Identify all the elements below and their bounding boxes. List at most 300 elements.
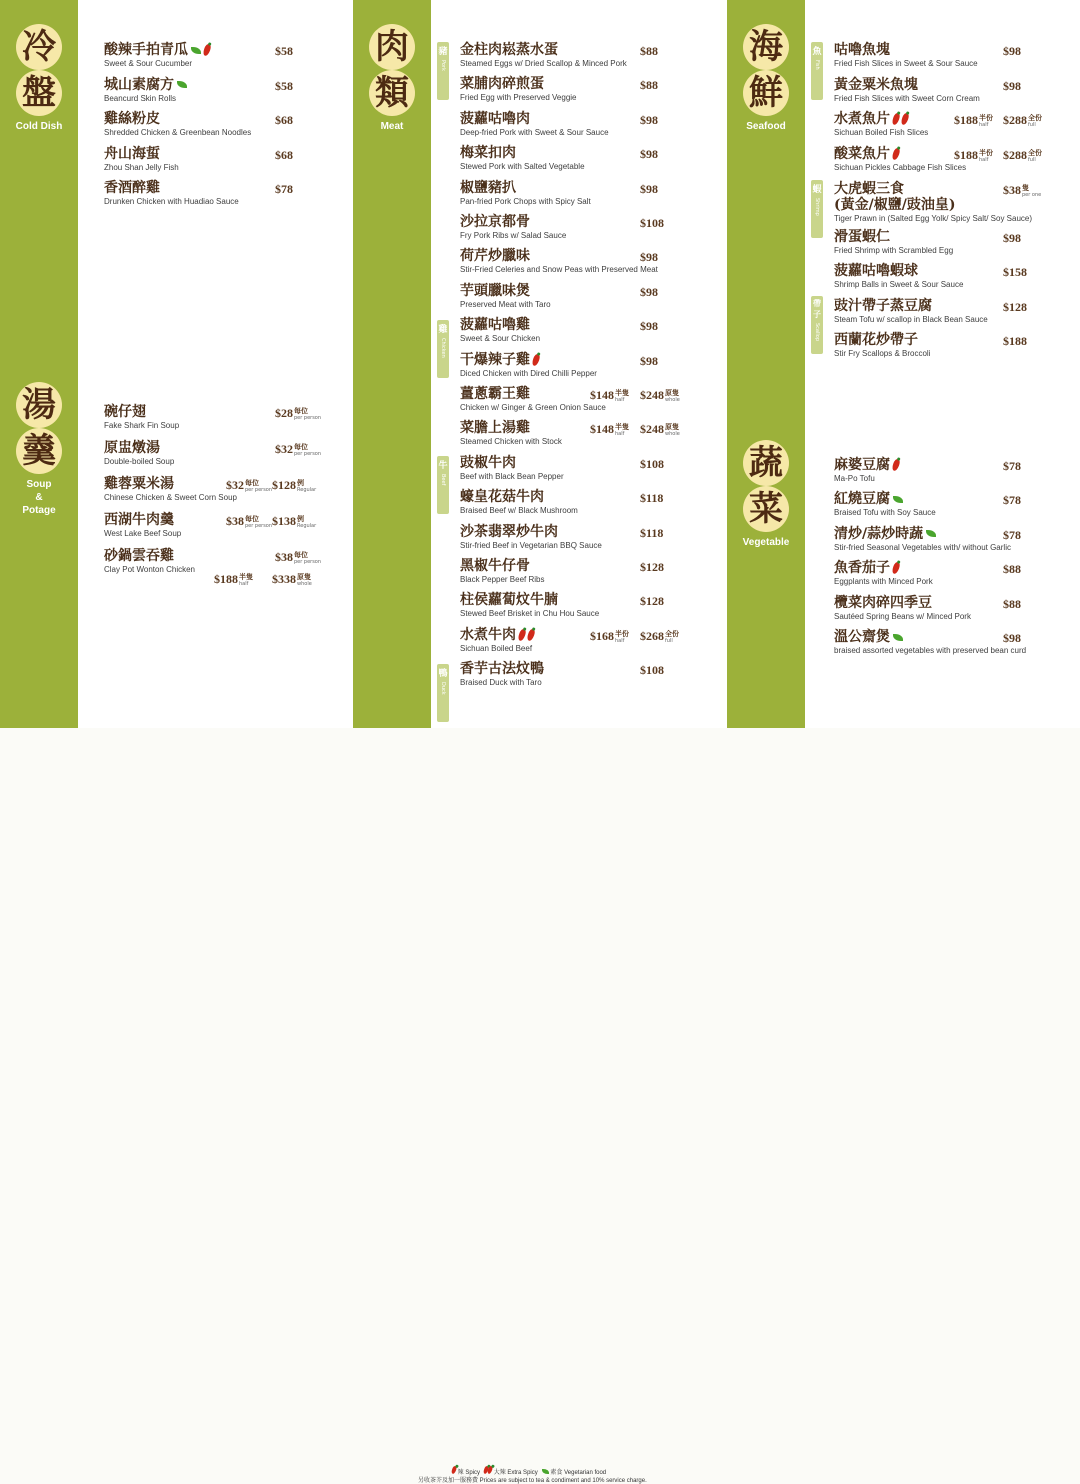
leaf-icon (177, 81, 187, 88)
price-unit-zh: 半隻 (615, 389, 629, 397)
dish-name-en: Chinese Chicken & Sweet Corn Soup (104, 493, 237, 502)
dish-price: $108 (640, 216, 664, 230)
chili-icon (526, 628, 536, 641)
dish-name-zh-text: 咕嚕魚塊 (834, 42, 890, 58)
dish-name-en: Sichuan Boiled Beef (460, 643, 533, 653)
dish-name-zh-text: 麻婆豆腐 (834, 457, 890, 473)
category-seafood-label: Seafood (746, 121, 786, 132)
dish-name-zh-text: 菜脯肉碎煎蛋 (460, 76, 544, 93)
tab-shrimp (811, 180, 823, 238)
price-unit-zh: 每位 (294, 443, 308, 451)
menu-item (460, 420, 702, 454)
menu-item (104, 180, 337, 214)
price-option (1003, 148, 1042, 163)
dish-name-en: Fake Shark Fin Soup (104, 421, 180, 430)
tab-beef (437, 456, 449, 514)
dish-price: $68 (275, 147, 293, 162)
price-option (272, 572, 312, 587)
legend-extra-spicy-en: Extra Spicy (507, 1470, 538, 1476)
category-soup-label-3: Potage (22, 505, 56, 516)
dish-price: $78 (1003, 459, 1021, 473)
dish-name-zh-text: 薑蔥霸王雞 (460, 386, 530, 402)
dish-name-zh-text: 香芋古法炆鴨 (460, 661, 544, 678)
price-unit-zh: 每位 (294, 407, 308, 415)
dish-name-zh (104, 111, 160, 127)
dish-name-en: Deep-fried Pork with Sweet & Sour Sauce (460, 127, 609, 137)
price-value: $38 (226, 514, 244, 528)
price-option (590, 388, 629, 403)
dish-name-zh (460, 627, 534, 643)
dish-name-en: Ma-Po Tofu (834, 474, 875, 483)
tab-duck (437, 664, 449, 722)
tab-shrimp-zh: 蝦 (812, 185, 822, 195)
dish-price: $98 (640, 112, 658, 127)
dish-name-zh (460, 352, 539, 368)
price-value: $168 (590, 628, 614, 643)
dish-name-en: Clay Pot Wonton Chicken (104, 565, 196, 574)
price-unit (1022, 184, 1041, 198)
dish-name-en: Pan-fried Pork Chops with Spicy Salt (460, 196, 591, 206)
dish-name-zh (834, 111, 908, 127)
category-vegetable-char-2: 菜 (743, 486, 789, 532)
menu-item (460, 661, 702, 695)
dish-name-zh (460, 420, 530, 436)
price-option (954, 113, 993, 128)
dish-name-en: Fried Fish Slices with Sweet Corn Cream (834, 94, 980, 103)
legend-extra-spicy-zh: 大辣 (493, 1470, 506, 1476)
price-unit (245, 479, 272, 493)
price-unit (294, 551, 321, 565)
price-unit-en: per one (1022, 192, 1042, 198)
dish-name-zh (460, 455, 516, 471)
price-unit-en: whole (297, 581, 312, 587)
dish-name-zh-text: 水煮魚片 (834, 111, 890, 127)
price-value: $268 (640, 628, 664, 643)
price-unit (979, 114, 993, 128)
dish-name-en: Drunken Chicken with Huadiao Sauce (104, 197, 239, 206)
price-option (275, 406, 321, 421)
menu-item (460, 317, 702, 351)
price-value: $288 (1003, 113, 1027, 127)
footer (0, 728, 1080, 1484)
dish-name-en: Tiger Prawn in (Salted Egg Yolk/ Spicy Salt/ Soy Sauce) (834, 214, 1033, 223)
dish-name-zh-text: 碗仔翅 (104, 404, 146, 420)
dish-name-zh-text: 梅菜扣肉 (460, 145, 516, 162)
category-seafood-char-1: 海 (743, 24, 789, 70)
chili-icon (891, 112, 901, 125)
legend-spicy-en: Spicy (465, 1470, 481, 1476)
price-unit (245, 515, 272, 529)
tab-chicken (437, 320, 449, 378)
price-option (226, 514, 272, 529)
leaf-icon (893, 496, 903, 503)
price-option (640, 388, 680, 403)
price-unit (294, 407, 321, 421)
category-cold-char-2: 盤 (16, 70, 62, 116)
dish-name-en: Braised Beef w/ Black Mushroom (460, 506, 578, 516)
price-unit (665, 423, 680, 437)
dish-name-zh (834, 629, 903, 645)
dish-price: $98 (1003, 44, 1021, 58)
menu-item (104, 404, 337, 438)
dish-price: $98 (640, 319, 658, 334)
dish-name-en: Beef with Black Bean Pepper (460, 471, 564, 481)
price-unit-zh: 例 (297, 479, 304, 487)
dish-name-en: Beancurd Skin Rolls (104, 93, 177, 103)
dish-price: $98 (1003, 231, 1021, 245)
menu-item (104, 548, 337, 587)
price-unit-en: full (1028, 157, 1036, 163)
dish-name-zh (104, 146, 160, 162)
chili-icon (891, 147, 901, 160)
price-unit-zh: 全份 (665, 629, 679, 638)
menu-item (460, 386, 702, 420)
price-value: $32 (226, 478, 244, 492)
dish-name-en: Sautéed Spring Beans w/ Minced Pork (834, 611, 971, 621)
dish-price: $98 (640, 284, 658, 299)
menu-item (834, 332, 1065, 366)
dish-name-zh-text: 沙茶翡翠炒牛肉 (460, 523, 558, 540)
tab-beef-zh: 牛 (438, 461, 448, 471)
price-option (226, 478, 272, 493)
price-unit-en: Regular (297, 523, 317, 529)
price-option (590, 422, 629, 437)
tab-chicken-zh: 雞 (438, 325, 448, 335)
menu-item (460, 180, 702, 214)
menu-item (834, 42, 1065, 76)
dish-price: $98 (640, 353, 658, 368)
price-value: $188 (954, 113, 978, 127)
dish-price: $68 (275, 113, 293, 127)
dish-name-zh (834, 77, 918, 93)
price-unit (1028, 114, 1042, 128)
leaf-icon (926, 530, 936, 537)
price-unit-en: half (615, 637, 625, 644)
price-unit-zh: 原隻 (665, 423, 679, 432)
dish-name-zh (460, 180, 516, 196)
menu-item (460, 524, 702, 558)
price-unit-en: whole (665, 397, 680, 403)
price-unit-en: per person (294, 451, 322, 457)
price-unit-en: whole (665, 431, 680, 438)
dish-price: $88 (640, 44, 658, 58)
price-value: $38 (275, 550, 293, 564)
dish-name-en: Fried Egg with Preserved Veggie (460, 93, 577, 103)
menu-item (834, 491, 1065, 525)
price-unit-zh: 原隻 (297, 573, 311, 581)
dish-name-zh-text: 豉椒牛肉 (460, 454, 516, 471)
dish-name-en: Double-boiled Soup (104, 457, 175, 466)
dish-name-zh-text: 酸辣手拍青瓜 (104, 42, 188, 58)
service-charge-note: 另收茶芥及加一服務費 Prices are subject to tea & condiment and 10% service charge. (418, 1478, 647, 1484)
dish-name-zh (460, 248, 530, 264)
menu-item (460, 248, 702, 282)
leaf-icon (542, 1469, 549, 1474)
menu-item (460, 145, 702, 179)
dish-name-zh-text: 原盅燉湯 (104, 440, 160, 456)
category-soup-char-1: 湯 (16, 382, 62, 428)
menu-item (834, 77, 1065, 111)
dish-price: $98 (1003, 631, 1021, 645)
dish-price: $88 (1003, 562, 1021, 577)
dish-name-zh-text: 水煮牛肉 (460, 626, 516, 643)
dish-price: $128 (640, 560, 664, 574)
price-unit-zh: 原隻 (665, 389, 679, 397)
dish-price: $188 (1003, 334, 1027, 348)
dish-name-zh-text: 砂鍋雲吞雞 (104, 548, 174, 564)
dish-name-zh (460, 214, 530, 230)
dish-name-zh-text: 雞蓉粟米湯 (104, 476, 174, 492)
dish-price: $58 (275, 78, 293, 93)
dish-price: $108 (640, 456, 664, 471)
dish-name-zh (460, 76, 544, 92)
dish-name-en: Shredded Chicken & Greenbean Noodles (104, 128, 252, 137)
dish-name-zh-text: 雞絲粉皮 (104, 111, 160, 127)
price-option (1003, 183, 1041, 198)
legend-vegetarian-en: Vegetarian food (564, 1469, 607, 1476)
category-seafood (733, 24, 799, 133)
menu-item (460, 283, 702, 317)
dish-name-zh-text: 干爆辣子雞 (460, 351, 530, 368)
dish-name-zh-text: 金柱肉崧蒸水蛋 (460, 42, 558, 58)
dish-name-zh-text: 滑蛋蝦仁 (834, 229, 890, 245)
dish-price: $98 (1003, 79, 1021, 93)
dish-name-zh-text: 豉汁帶子蒸豆腐 (834, 298, 932, 314)
dish-price: $78 (1003, 493, 1021, 508)
dish-name-zh (104, 77, 187, 93)
dish-name-zh-text: 香酒醉雞 (104, 180, 160, 196)
price-unit-en: per person (245, 487, 273, 493)
tab-pork-en: Pork (440, 60, 446, 71)
category-soup-label-2: & (35, 492, 43, 503)
dish-name-en: Fry Pork Ribs w/ Salad Sauce (460, 231, 567, 240)
price-value: $138 (272, 514, 296, 528)
menu-item (460, 42, 702, 76)
menu-item (460, 76, 702, 110)
dish-price: $88 (1003, 596, 1021, 611)
dish-name-zh-text: 沙拉京都骨 (460, 214, 530, 230)
tab-chicken-en: Chicken (440, 338, 446, 358)
legend-vegetarian-zh: 素食 (550, 1469, 563, 1476)
menu-item (104, 111, 337, 145)
price-unit (297, 573, 312, 587)
price-option (214, 572, 253, 587)
price-unit-en: full (665, 637, 673, 644)
dish-name-en: Fried Shrimp with Scrambled Egg (834, 246, 954, 255)
price-unit-en: half (979, 122, 989, 128)
dish-name-zh-text: 城山素腐方 (104, 76, 174, 93)
menu-item (834, 526, 1065, 560)
menu-item (834, 560, 1065, 594)
price-unit (979, 149, 993, 163)
price-unit-zh: 全份 (1028, 149, 1042, 157)
leaf-icon (893, 634, 903, 641)
tab-beef-en: Beef (440, 474, 446, 486)
dish-name-zh (104, 548, 174, 564)
dish-name-zh (460, 592, 558, 608)
dish-name-en: Black Pepper Beef Ribs (460, 575, 545, 584)
dish-name-zh (460, 661, 544, 677)
dish-name-en: Steam Tofu w/ scallop in Black Bean Sauce (834, 315, 988, 324)
menu-item (834, 457, 1065, 491)
dish-price: $98 (640, 181, 658, 196)
dish-name-zh (834, 298, 932, 314)
dish-name-zh-text: 椒鹽豬扒 (460, 179, 516, 196)
menu-item (104, 440, 337, 474)
dish-name-zh (834, 332, 918, 348)
dish-name-zh-text: 欖菜肉碎四季豆 (834, 594, 932, 611)
dish-name-zh (104, 440, 160, 456)
menu-item (460, 627, 702, 661)
menu-item (460, 558, 702, 592)
dish-name-en: Stewed Beef Brisket in Chu Hou Sauce (460, 609, 600, 619)
dish-price: $128 (640, 594, 664, 609)
dish-name-zh (834, 526, 936, 542)
chili-icon (900, 112, 910, 125)
dish-name-zh-text: 酸菜魚片 (834, 146, 890, 162)
price-unit-zh: 每位 (245, 515, 259, 523)
chili-icon (891, 458, 901, 471)
dish-name-zh-text: 紅燒豆腐 (834, 491, 890, 508)
dish-name-en: Sweet & Sour Chicken (460, 334, 541, 344)
dish-name-zh (460, 524, 558, 540)
tab-fish-en: Fish (814, 60, 820, 70)
dish-name-en: Preserved Meat with Taro (460, 299, 551, 309)
dish-name-zh (460, 386, 530, 402)
menu-item (104, 146, 337, 180)
category-meat-char-2: 類 (369, 70, 415, 116)
dish-name-en: braised assorted vegetables with preserved bean curd (834, 646, 1027, 655)
tab-fish-zh: 魚 (812, 47, 822, 57)
menu-item (834, 111, 1065, 145)
dish-name-zh-text: 菠蘿咕嚕雞 (460, 317, 530, 334)
price-unit (615, 389, 629, 403)
price-unit (1028, 149, 1042, 163)
price-unit-zh: 每位 (294, 551, 308, 559)
price-unit-en: per person (245, 523, 273, 529)
tab-scallop-zh: 帶子 (813, 298, 821, 319)
dish-name-zh-text: 菠蘿咕嚕肉 (460, 110, 530, 127)
price-value: $38 (1003, 183, 1021, 197)
tab-pork-zh: 豬 (438, 47, 448, 57)
dish-name-en: Stir Fry Scallops & Broccoli (834, 349, 931, 358)
dish-name-zh-text: 芋頭臘味煲 (460, 282, 530, 299)
category-cold-dish (6, 24, 72, 133)
dish-name-zh (104, 476, 174, 492)
price-unit (294, 443, 321, 457)
menu-item (460, 111, 702, 145)
dish-name-en: Steamed Eggs w/ Dried Scallop & Minced Pork (460, 59, 627, 68)
price-unit-zh: 每位 (245, 479, 259, 487)
tab-fish (811, 42, 823, 100)
dish-name-zh (460, 145, 516, 161)
price-unit-zh: 半隻 (615, 423, 629, 432)
tab-scallop (811, 296, 823, 354)
dish-name-zh-text: 舟山海蜇 (104, 145, 160, 162)
tab-scallop-en: Scallop (814, 323, 820, 341)
dish-name-en: Braised Tofu with Soy Sauce (834, 508, 936, 518)
dish-name-en: Zhou Shan Jelly Fish (104, 162, 179, 172)
price-unit-en: half (979, 157, 989, 163)
dish-name-en: Shrimp Balls in Sweet & Sour Sauce (834, 280, 964, 289)
price-unit (297, 515, 316, 529)
dish-name-zh (460, 558, 530, 574)
dish-name-en: Diced Chicken with Dired Chilli Pepper (460, 368, 597, 378)
dish-price: $58 (275, 44, 293, 58)
menu-item (834, 146, 1065, 180)
dish-name-zh (834, 595, 932, 611)
dish-name-zh-text: 蠔皇花菇牛肉 (460, 489, 544, 506)
dish-name-zh (460, 283, 530, 299)
category-vegetable-char-1: 蔬 (743, 440, 789, 486)
dish-name-en: Stir-Fried Celeries and Snow Peas with Preserved Meat (460, 265, 658, 275)
price-unit (665, 389, 680, 403)
menu-item (834, 181, 1065, 223)
dish-name-en: Braised Duck with Taro (460, 678, 542, 688)
category-cold-label: Cold Dish (15, 121, 63, 132)
dish-price: $128 (1003, 300, 1027, 314)
menu-item (834, 298, 1065, 332)
dish-price: $108 (640, 663, 664, 678)
dish-name-zh-text: 西湖牛肉羹 (104, 512, 174, 528)
dish-name-zh-text: 黑椒牛仔骨 (460, 558, 530, 574)
dish-name-zh-text: 荷芹炒臘味 (460, 248, 530, 265)
dish-name-en: Sweet & Sour Cucumber (104, 59, 193, 68)
menu-item (834, 595, 1065, 629)
dish-name-zh (834, 146, 899, 162)
menu-item (834, 263, 1065, 297)
price-unit-zh: 半份 (979, 149, 993, 157)
price-unit-en: Regular (297, 487, 317, 493)
dish-name-zh (104, 512, 174, 528)
dish-name-zh (834, 457, 899, 473)
price-option (640, 629, 679, 644)
price-option (272, 514, 316, 529)
price-option (640, 422, 680, 437)
dish-name-en: Fried Fish Slices in Sweet & Sour Sauce (834, 59, 978, 68)
dish-price: $78 (275, 182, 293, 196)
menu-item (104, 77, 337, 111)
menu-item (460, 592, 702, 626)
chili-icon (487, 1466, 493, 1475)
menu-item (104, 476, 337, 510)
dish-name-en: Eggplants with Minced Pork (834, 577, 933, 587)
dish-name-zh-sub (834, 197, 955, 213)
price-unit-en: per person (294, 415, 322, 421)
dish-name-zh (104, 42, 210, 58)
dish-name-zh (834, 42, 890, 58)
category-meat-char-1: 肉 (369, 24, 415, 70)
dish-name-zh-text: 大虎蝦三食 (834, 181, 904, 197)
dish-price: $78 (1003, 527, 1021, 542)
dish-name-zh (460, 111, 530, 127)
dish-name-zh (460, 489, 544, 505)
price-option (275, 442, 321, 457)
dish-name-zh-text: 菜膽上湯雞 (460, 420, 530, 437)
price-value: $188 (954, 148, 978, 162)
menu-item (460, 455, 702, 489)
price-unit-en: half (615, 431, 625, 438)
price-value: $248 (640, 388, 664, 402)
dish-price: $118 (640, 491, 664, 506)
dish-name-en: Chicken w/ Ginger & Green Onion Sauce (460, 403, 606, 412)
legend-spicy-zh: 辣 (457, 1470, 464, 1476)
dish-name-zh (104, 180, 160, 196)
menu-item (460, 489, 702, 523)
price-unit-zh: 隻 (1022, 184, 1029, 192)
price-unit (239, 573, 253, 587)
dish-name-zh-text: 溫公齋煲 (834, 629, 890, 645)
